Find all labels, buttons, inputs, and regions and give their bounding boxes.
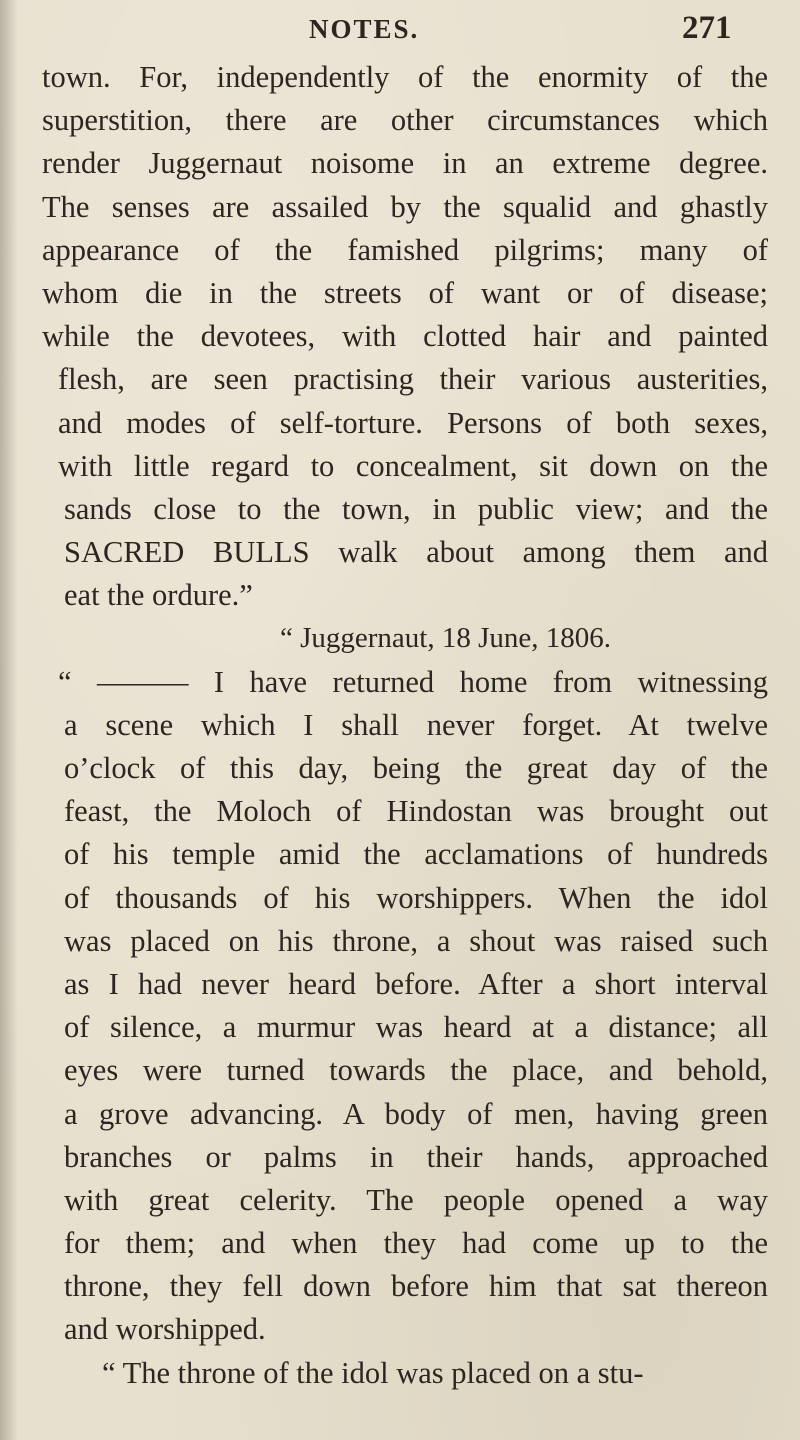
text-line: with great celerity. The people opened a way [64,1182,768,1217]
text-line: and modes of self-torture. Persons of both sexes, [58,405,768,440]
text-line: of thousands of his worshippers. When the idol [64,880,768,915]
body-text [42,56,768,1395]
text-line: throne, they fell down before him that sat thereon [64,1269,768,1304]
text-line: flesh, are seen practising their various austerities, [58,362,768,397]
text-line: o’clock of this day, being the great day of the [64,751,768,785]
running-head: NOTES. [309,14,420,44]
text-line: as I had never heard before. After a short interval [64,966,768,1001]
text-line: branches or palms in their hands, approached [64,1139,768,1174]
text-line: eat the ordure.” [64,578,253,613]
text-line: render Juggernaut noisome in an extreme degree. [42,146,768,181]
text-line: with little regard to concealment, sit down on the [58,448,768,483]
text-line: a grove advancing. A body of men, having green [64,1096,768,1131]
text-line: and worshipped. [64,1312,266,1347]
letter-dateline: “ Juggernaut, 18 June, 1806. [280,622,612,655]
text-line: superstition, there are other circumstances which [42,103,768,138]
text-line: of his temple amid the acclamations of hundreds [64,837,768,872]
text-line: town. For, independently of the enormity of the [42,60,768,94]
text-line: SACRED BULLS walk about among them and [64,535,768,570]
page-header [0,10,800,54]
text-line: a scene which I shall never forget. At twelve [64,707,768,742]
text-line: feast, the Moloch of Hindostan was brought out [64,794,768,829]
text-line: “ The throne of the idol was placed on a stu- [102,1355,644,1390]
text-line: was placed on his throne, a shout was raised such [64,923,768,958]
text-line: The senses are assailed by the squalid and ghastly [42,189,768,224]
text-line: of silence, a murmur was heard at a distance; all [64,1010,768,1045]
text-line: eyes were turned towards the place, and behold, [64,1053,768,1088]
page-number: 271 [682,10,732,46]
text-line: while the devotees, with clotted hair and painted [42,319,768,354]
text-line: for them; and when they had come up to the [64,1226,768,1261]
text-line: “ ——— I have returned home from witnessing [58,664,768,699]
text-line: appearance of the famished pilgrims; many of [42,232,768,267]
text-line: sands close to the town, in public view; and the [64,491,768,526]
text-line: whom die in the streets of want or of disease; [42,275,768,310]
page-gutter-shadow [0,0,18,1440]
